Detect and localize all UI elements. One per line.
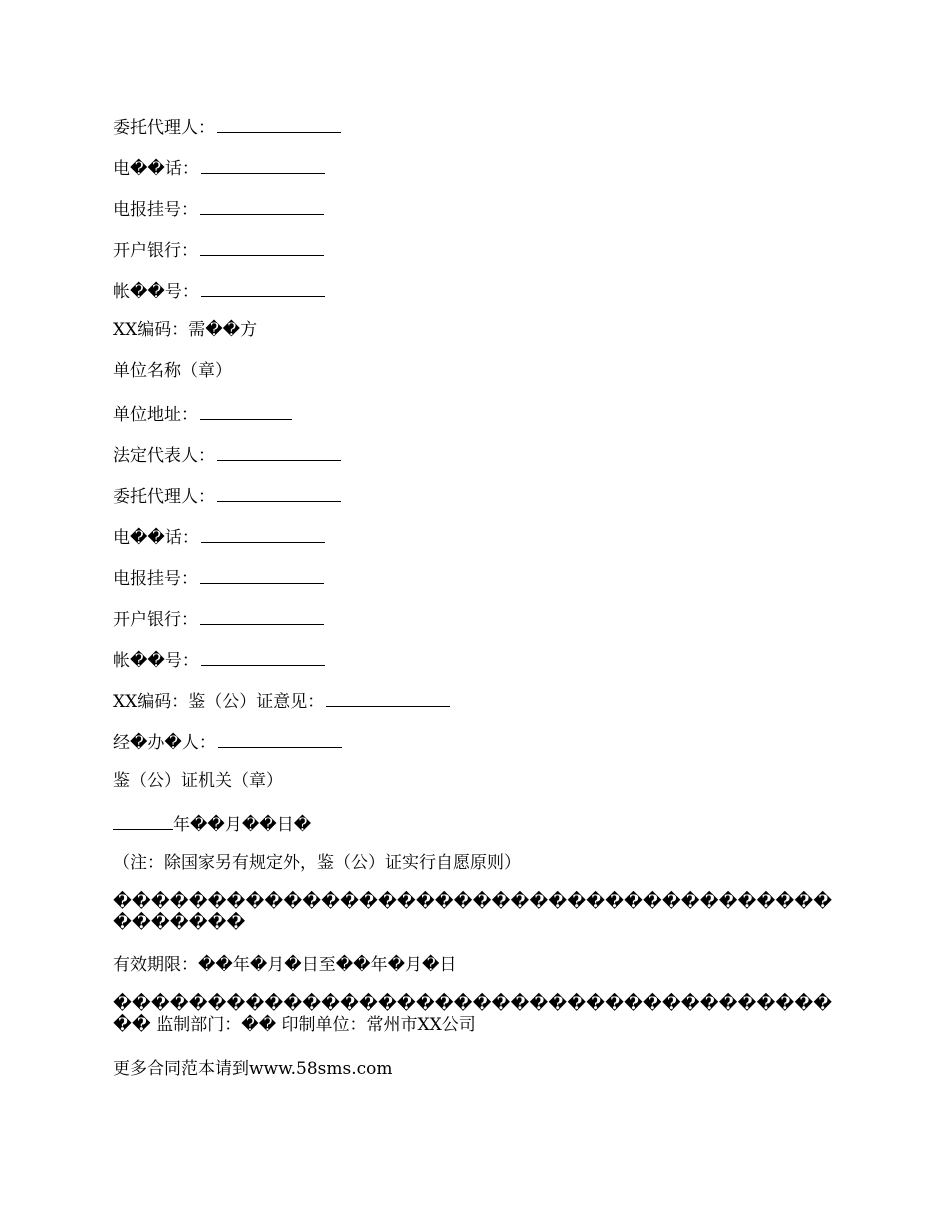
bank-blank bbox=[200, 238, 324, 256]
account-line-2 bbox=[113, 648, 840, 672]
unit-address-label: 单位地址： bbox=[113, 405, 198, 425]
agent-label: 委托代理人： bbox=[113, 118, 215, 138]
handler-label: 经�办�人： bbox=[113, 733, 216, 753]
phone-label: 电��话： bbox=[113, 159, 199, 179]
date-label: 年��月��日� bbox=[173, 815, 312, 835]
telegraph-label: 电报挂号： bbox=[113, 200, 198, 220]
bank-label-2: 开户银行： bbox=[113, 610, 198, 630]
phone-blank-2 bbox=[201, 525, 325, 543]
telegraph-blank-2 bbox=[200, 566, 324, 584]
agent-blank-2 bbox=[217, 484, 341, 502]
handler-blank bbox=[218, 730, 342, 748]
bank-line bbox=[113, 238, 840, 262]
account-label: 帐��号： bbox=[113, 282, 199, 302]
notary-opinion-line bbox=[113, 689, 840, 713]
notary-opinion-blank bbox=[326, 689, 450, 707]
year-blank bbox=[113, 812, 173, 830]
bank-blank-2 bbox=[200, 607, 324, 625]
agent-line-2 bbox=[113, 484, 840, 508]
supervision-line bbox=[113, 994, 840, 1036]
garbled-line-1: ��������������������������������������������� bbox=[113, 892, 833, 933]
supervision-text: 监制部门：�� 印制单位：常州市XX公司 bbox=[150, 1015, 476, 1035]
unit-name-line: 单位名称（章） bbox=[113, 361, 232, 381]
account-label-2: 帐��号： bbox=[113, 651, 199, 671]
phone-line bbox=[113, 156, 840, 180]
telegraph-line bbox=[113, 197, 840, 221]
account-line bbox=[113, 279, 840, 303]
date-line bbox=[113, 812, 840, 836]
bank-line-2 bbox=[113, 607, 840, 631]
validity-line: 有效期限：��年�月�日至��年�月�日 bbox=[113, 955, 457, 975]
unit-address-blank bbox=[200, 402, 292, 420]
note-line: （注：除国家另有规定外，鉴（公）证实行自愿原则） bbox=[113, 853, 521, 873]
phone-line-2 bbox=[113, 525, 840, 549]
bank-label: 开户银行： bbox=[113, 241, 198, 261]
agent-blank bbox=[217, 115, 341, 133]
account-blank-2 bbox=[201, 648, 325, 666]
more-contracts-line: 更多合同范本请到www.58sms.com bbox=[113, 1059, 393, 1079]
notary-office-line: 鉴（公）证机关（章） bbox=[113, 771, 283, 791]
telegraph-blank bbox=[200, 197, 324, 215]
notary-opinion-label: XX编码：鉴（公）证意见： bbox=[113, 692, 325, 712]
handler-line bbox=[113, 730, 840, 754]
code-buyer-line: XX编码：需��方 bbox=[113, 320, 258, 340]
account-blank bbox=[201, 279, 325, 297]
garbled-run: ���������������������������������������� bbox=[113, 994, 833, 1035]
phone-blank bbox=[201, 156, 325, 174]
telegraph-label-2: 电报挂号： bbox=[113, 569, 198, 589]
phone-label-2: 电��话： bbox=[113, 528, 199, 548]
agent-line bbox=[113, 115, 840, 139]
legal-rep-blank bbox=[217, 443, 341, 461]
legal-rep-line bbox=[113, 443, 840, 467]
agent-label-2: 委托代理人： bbox=[113, 487, 215, 507]
legal-rep-label: 法定代表人： bbox=[113, 446, 215, 466]
unit-address-line bbox=[113, 402, 840, 426]
telegraph-line-2 bbox=[113, 566, 840, 590]
